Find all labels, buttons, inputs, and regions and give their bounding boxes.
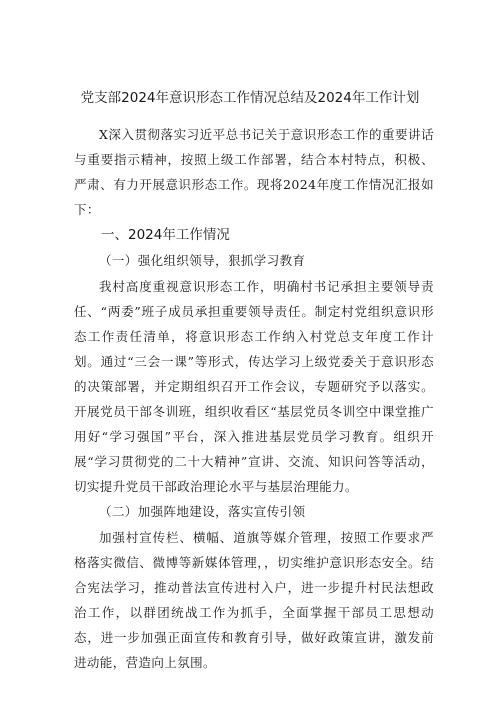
subsection-heading-publicity: （二）加强阵地建设，落实宣传引领: [99, 504, 306, 519]
intro-paragraph: X深入贯彻落实习近平总书记关于意识形态工作的重要讲话与重要指示精神，按照上级工作部署，结合本村特点，积极、严肃、有力开展意识形态工作。现将2024年度工作情况汇报如下：: [74, 127, 434, 217]
section-heading-work-status: 一、2024年工作情况: [101, 227, 230, 243]
publicity-paragraph: 加强村宣传栏、横幅、道旗等媒介管理，按照工作要求严格落实微信、微博等新媒体管理，，切实维护意识形态安全。结合宪法学习，推动普法宣传进村入户，进一步提升村民法想政治工作，以群团统战工作为抓手，全面掌握干部员工思想动态，进一步加强正面宣传和教育引导，做好政策宣讲，激发前进动能，营造向上氛围。: [74, 530, 434, 670]
document-title: 党支部2024年意识形态工作情况总结及2024年工作计划: [80, 90, 420, 106]
organization-paragraph: 我村高度重视意识形态工作，明确村书记承担主要领导责任、“两委”班子成员承担重要领导责任。制定村党组织意识形态工作责任清单，将意识形态工作纳入村党总支年度工作计划。通过“三会一课”等形式，传达学习上级党委关于意识形态的决策部署，并定期组织召开工作会议，专题研究予以落实。开展党员干部冬训班，组织收看区“基层党员冬训空中课堂推广用好“学习强国”平台，深入推进基层党员学习教育。组织开展“学习贯彻党的二十大精神”宣讲、交流、知识问答等活动，切实提升党员干部政治理论水平与基层治理能力。: [74, 279, 434, 494]
subsection-heading-organization: （一）强化组织领导，狠抓学习教育: [99, 253, 306, 268]
document-body: [74, 122, 434, 675]
